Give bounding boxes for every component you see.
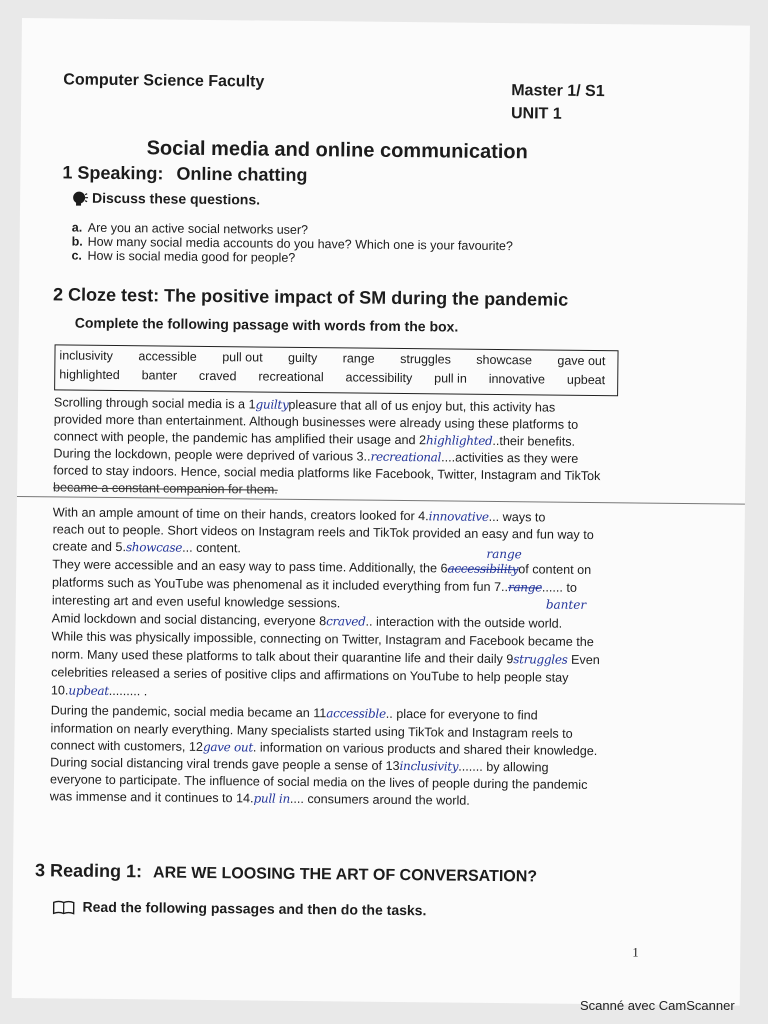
passage-line: Amid lockdown and social distancing, everyone 8craved.. interaction with the outside world. (51, 611, 563, 631)
passage-line: They were accessible and an easy way to pass time. Additionally, the 6accessibilityof content on (52, 557, 592, 577)
speaking-head-icon (72, 191, 88, 207)
level-label: Master 1/ S1 (511, 82, 605, 101)
answer-4: innovative (428, 509, 489, 524)
section1-instruction-row (72, 190, 260, 209)
section2-instruction: Complete the following passage with words from the box. (74, 314, 459, 335)
section3-number: 3 Reading 1: (34, 860, 143, 882)
word-box-item: accessible (138, 348, 197, 364)
section3-instruction-row (53, 898, 427, 918)
annotation-range: range (486, 546, 522, 562)
word-box-item: guilty (287, 350, 318, 365)
annotation-banter: banter (545, 597, 587, 612)
scanner-watermark: Scanné avec CamScanner (580, 998, 735, 1013)
passage-line: During the lockdown, people were deprived of various 3..recreational....activities as they were (53, 446, 579, 466)
page-title: Social media and online communication (146, 137, 528, 164)
passage-line: reach out to people. Short videos on Instagram reels and TikTok provided an easy and fun way to (52, 522, 594, 543)
passage-line: connect with customers, 12gave out. information on various products and shared their knowledge. (50, 738, 598, 759)
word-box-item: inclusivity (59, 347, 114, 363)
answer-13: inclusivity (399, 758, 459, 774)
answer-14: pull in (253, 791, 291, 806)
word-box-item: accessibility (345, 369, 413, 385)
passage-line: During the pandemic, social media became an 11accessible.. place for everyone to find (50, 703, 538, 723)
page-number: 1 (632, 944, 639, 960)
answer-12: gave out (202, 739, 253, 755)
question-a: a. Are you an active social networks user? (71, 220, 309, 238)
passage-line: connect with people, the pandemic has amplified their usage and 2highlighted..their benefits. (53, 429, 576, 449)
passage-line: platforms such as YouTube was phenomenal as it included everything from fun 7..range...... to (52, 575, 578, 595)
section1-number: 1 Speaking: (62, 162, 164, 184)
passage-line: norm. Many used these platforms to talk about their quarantine life and their daily 9struggles Even (51, 647, 600, 668)
answer-3: recreational (370, 449, 442, 465)
answer-7: range (507, 580, 543, 595)
word-box (54, 344, 618, 396)
section3-instruction: Read the following passages and then do the tasks. (82, 898, 427, 919)
faculty-label: Computer Science Faculty (63, 71, 265, 91)
answer-9: struggles (513, 652, 568, 667)
passage-line: forced to stay indoors. Hence, social media platforms like Facebook, Twitter, Instagram and TikTok (53, 463, 601, 484)
open-book-icon (53, 901, 75, 915)
word-box-item: banter (141, 367, 178, 383)
section2-heading: 2 Cloze test: The positive impact of SM during the pandemic (53, 284, 569, 310)
word-box-item: innovative (488, 371, 546, 386)
passage-line: became a constant companion for them. (53, 480, 278, 497)
document-page (12, 18, 750, 1006)
word-box-item: showcase (476, 352, 533, 367)
answer-11: accessible (326, 706, 386, 721)
unit-label: UNIT 1 (510, 105, 562, 123)
passage-line: While this was physically impossible, connecting on Twitter, Instagram and Facebook became the (51, 629, 594, 650)
passage-line: information on nearly everything. Many specialists started using TikTok and Instagram reels to (50, 721, 573, 741)
word-box-item: struggles (400, 351, 451, 367)
answer-2: highlighted (425, 433, 493, 448)
word-box-item: gave out (557, 353, 606, 368)
question-c: c. How is social media good for people? (71, 248, 296, 265)
answer-1: guilty (255, 397, 289, 412)
passage-line: provided more than entertainment. Although businesses were already using these platforms to (53, 412, 579, 432)
answer-6: accessibility (447, 561, 519, 577)
word-box-item: craved (198, 368, 237, 383)
passage-line: create and 5.showcase... content. (52, 539, 242, 556)
passage-line: celebrities released a series of positive clips and affirmations on YouTube to help people stay (51, 665, 569, 685)
word-box-item: pull in (434, 370, 467, 386)
passage-line: With an ample amount of time on their hands, creators looked for 4.innovative... ways to (52, 505, 546, 525)
passage-line: During social distancing viral trends gave people a sense of 13inclusivity....... by allowing (50, 755, 549, 775)
passage-line: Scrolling through social media is a 1guiltypleasure that all of us enjoy but, this activity has (53, 395, 556, 415)
word-box-item: recreational (258, 368, 324, 384)
answer-8: craved (326, 614, 366, 629)
word-box-item: upbeat (566, 372, 606, 387)
section1-topic: Online chatting (176, 163, 308, 185)
section3-title: ARE WE LOOSING THE ART OF CONVERSATION? (153, 864, 538, 886)
passage-line: everyone to participate. The influence of social media on the lives of people during the pandemic (49, 772, 588, 792)
section1-heading (62, 162, 307, 186)
section1-instruction: Discuss these questions. (91, 189, 261, 208)
word-box-item: pull out (222, 349, 263, 365)
passage-line: 10.upbeat......... . (50, 683, 148, 699)
question-b: b. How many social media accounts do you have? Which one is your favourite? (71, 234, 513, 254)
passage-line: was immense and it continues to 14.pull in.... consumers around the world. (49, 789, 470, 808)
answer-10: upbeat (68, 683, 109, 698)
answer-5: showcase (125, 540, 183, 555)
tear-line (17, 496, 745, 505)
word-box-item: highlighted (59, 366, 120, 382)
section3-heading (35, 860, 537, 886)
word-box-item: range (342, 350, 375, 366)
passage-line: interesting art and even useful knowledge sessions. (51, 593, 341, 611)
